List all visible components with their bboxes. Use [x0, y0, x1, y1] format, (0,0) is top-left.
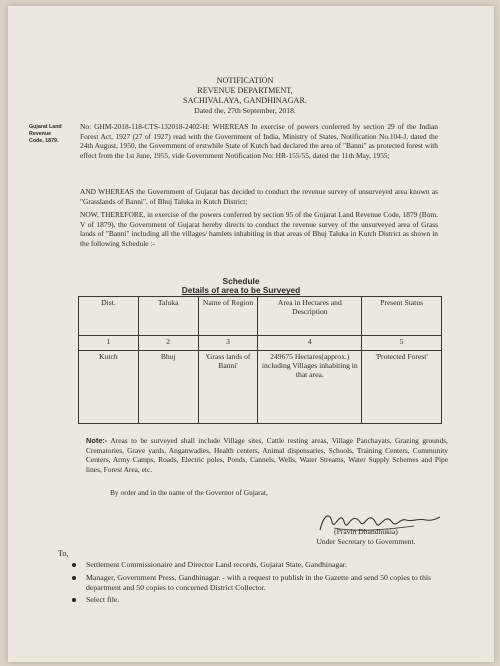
margin-note-line: Revenue — [29, 131, 52, 138]
list-item — [70, 573, 444, 593]
table-number-row — [79, 336, 442, 351]
to-label: To, — [58, 549, 69, 558]
cell-district: Kutch — [79, 351, 139, 424]
and-whereas-paragraph: AND WHEREAS the Government of Gujarat has decided to conduct the revenue survey of unsurveyed area known as "Grasslands of Banni", of Bhuj Taluka in Kutch District; — [80, 187, 438, 206]
header-date: Dated the, 27th September, 2018. — [194, 106, 296, 115]
bullet-icon — [72, 563, 76, 567]
order-line: By order and in the name of the Governor of Gujarat, — [110, 488, 268, 497]
header-cell-dist: Dist. — [79, 297, 139, 336]
header-cell-status: Present Status — [362, 297, 442, 336]
cell-area: 249675 Hectares(approx.) including Villages inhabiting in that area. — [258, 351, 362, 424]
column-number: 3 — [198, 336, 258, 351]
recipient-list — [70, 560, 444, 608]
header-cell-region: Name of Region — [198, 297, 258, 336]
schedule-heading — [176, 277, 306, 296]
recipient-text: Select file. — [86, 595, 120, 605]
cell-region: 'Grass lands of Banni' — [198, 351, 258, 424]
recipient-text: Manager, Government Press, Gandhinagar. - with a request to publish in the Gazette and send 50 copies to this department and 50 copies to concerned District Collector. — [86, 572, 432, 592]
header-cell-area: Area in Hectares and Description — [258, 297, 362, 336]
cell-status: 'Protected Forest' — [362, 351, 442, 424]
table-header-row — [79, 297, 442, 336]
now-therefore-paragraph: NOW, THEREFORE, in exercise of the powers conferred by section 95 of the Gujarat Land Revenue Code, 1879 (Bom. V of 1879), the Government of Gujarat hereby directs to conduct the revenue survey of the unsurveyed area of Grass lands of "Banni" including all the villages/ hamlets inhabiting in that areas of Bhuj Taluka in Kutch District as shown in the following Schedule :- — [80, 210, 438, 248]
note-label: Note:- — [86, 436, 108, 445]
list-item — [70, 595, 444, 605]
bullet-icon — [72, 576, 76, 580]
header-department: REVENUE DEPARTMENT, — [197, 86, 293, 95]
margin-note — [29, 124, 69, 146]
signatory-title: Under Secretary to Government. — [316, 536, 416, 546]
recipient-text: Settlement Commissionaire and Director Land records, Gujarat State, Gandhinagar. — [86, 560, 347, 569]
header-title: NOTIFICATION — [216, 76, 274, 85]
schedule-title: Schedule — [222, 276, 260, 286]
signatory-name: (Pravin Dhandhukia) — [334, 527, 398, 536]
table-row — [79, 351, 442, 424]
whereas-paragraph: No: GHM-2018-118-CTS-132018-2402-H: WHEREAS In exercise of powers conferred by section 29 of the Indian Forest Act, 1927 (27 of 1927) read with the Government of India, Ministry of States, Notification No.104-J, dated the 24th August, 1950, the Government of erstwhile State of Kutch had declared the area of "Banni" as protected forest with effect from the 1st June, 1955, vide Government Notification No: HR-155/55, dated the 11th May, 1955; — [80, 122, 438, 160]
column-number: 4 — [258, 336, 362, 351]
bullet-icon — [72, 598, 76, 602]
note-text: Areas to be surveyed shall include Village sites, Cattle resting areas, Village Panchayats, Grazing grounds, Crematories, Grave yards, Anganwadies, Health centers, Animal dispensaries, Schools, Training Centers, Community Centers, Army Camps, Roads, Electric poles, Ponds, Cannels, Wells, Water Streams, Water Supply Schemes and Pipe lines, Forest Area, etc. — [86, 436, 448, 474]
column-number: 5 — [362, 336, 442, 351]
header-location: SACHIVALAYA, GANDHINAGAR. — [183, 96, 307, 105]
header-cell-taluka: Taluka — [138, 297, 198, 336]
note-paragraph — [86, 436, 448, 474]
margin-note-line: Code, 1879. — [29, 138, 59, 145]
margin-note-line: Gujarat Land — [29, 124, 62, 130]
notification-header — [150, 76, 340, 116]
column-number: 1 — [79, 336, 139, 351]
schedule-table — [78, 296, 442, 424]
schedule-subtitle: Details of area to be Surveyed — [181, 285, 301, 296]
column-number: 2 — [138, 336, 198, 351]
signatory-block — [310, 527, 422, 546]
list-item — [70, 560, 444, 570]
cell-taluka: Bhuj — [138, 351, 198, 424]
